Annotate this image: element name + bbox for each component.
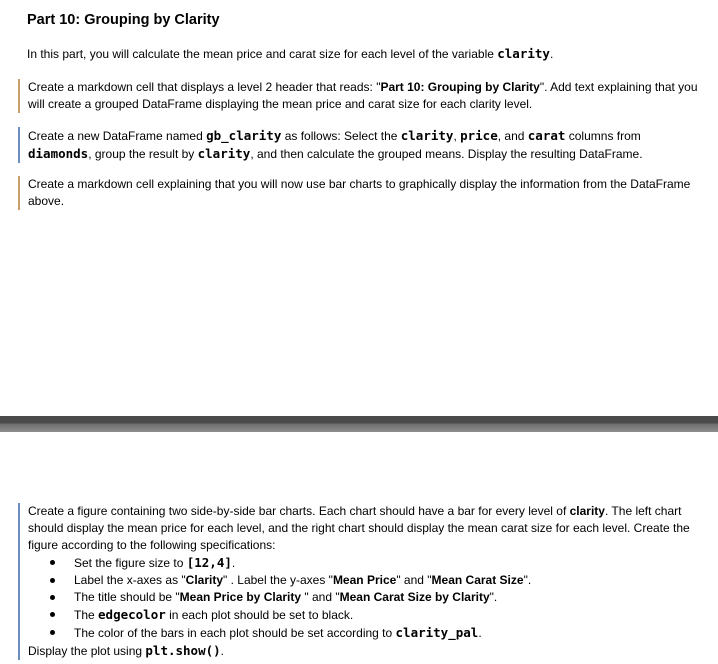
- code-diamonds: diamonds: [28, 146, 89, 161]
- spec-labels-text-3: " and ": [396, 573, 432, 587]
- instruction-block-dataframe: [18, 127, 698, 163]
- intro-text: In this part, you will calculate the mean price and carat size for each level of the variable: [27, 47, 498, 61]
- intro-paragraph: [27, 45, 553, 63]
- block2-text-1: Create a new DataFrame named: [28, 129, 207, 143]
- code-clarity: clarity: [400, 128, 454, 143]
- spec-item-edgecolor: [28, 606, 718, 624]
- spec-list: [28, 554, 718, 642]
- spec-edge-text-2: in each plot should be set to black.: [165, 608, 354, 622]
- spec-item-titles: [28, 589, 718, 606]
- block4-footer: [28, 642, 718, 660]
- block2-text-6: , group the result by: [88, 147, 198, 161]
- block2-text-5: columns from: [565, 129, 641, 143]
- block2-text-2: as follows: Select the: [281, 129, 401, 143]
- intro-code-clarity: clarity: [497, 46, 550, 61]
- spec-edge-text-1: The: [74, 608, 99, 622]
- spec-labels-text-2: " . Label the y-axes ": [223, 573, 333, 587]
- spec-titles-text-3: ".: [489, 590, 498, 604]
- spec-labels-bold-mean-carat: Mean Carat Size: [431, 573, 524, 587]
- spec-item-axis-labels: [28, 572, 718, 589]
- spec-item-figsize: [28, 554, 718, 572]
- section-heading: Part 10: Grouping by Clarity: [27, 12, 220, 28]
- spec-titles-text-1: The title should be ": [74, 590, 180, 604]
- spec-color-text-1: The color of the bars in each plot should be set according to: [74, 626, 396, 640]
- spec-item-color: [28, 624, 718, 642]
- code-gb-clarity: gb_clarity: [206, 128, 282, 143]
- block1-text-2: ". Add text explaining that you will create a grouped DataFrame displaying the mean price and carat size for each clarity level.: [28, 80, 698, 111]
- block4-bold-clarity: clarity: [569, 504, 605, 518]
- intro-end: .: [549, 47, 554, 61]
- instruction-block-markdown-header: [18, 79, 698, 113]
- code-clarity-pal: clarity_pal: [395, 625, 479, 640]
- block1-text-1: Create a markdown cell that displays a level 2 header that reads: ": [28, 80, 381, 94]
- spec-titles-bold-carat: Mean Carat Size by Clarity: [339, 590, 490, 604]
- spec-labels-text-1: Label the x-axes as ": [74, 573, 186, 587]
- spec-figsize-text-1: Set the figure size to: [74, 556, 187, 570]
- code-clarity-groupby: clarity: [197, 146, 251, 161]
- spec-labels-text-4: ".: [523, 573, 532, 587]
- block1-bold-title: Part 10: Grouping by Clarity: [380, 80, 540, 94]
- instruction-block-figure: [18, 503, 718, 660]
- spec-color-text-2: .: [478, 626, 482, 640]
- code-plt-show: plt.show(): [145, 643, 221, 658]
- spec-titles-text-2: " and ": [304, 590, 340, 604]
- block2-text-4: , and: [497, 129, 528, 143]
- block4-text-2: . The left chart should display the mean price for each level, and the right chart should display the mean carat size for each level. Create the figure according to the following specifications:: [28, 504, 690, 552]
- block3-text: Create a markdown cell explaining that you will now use bar charts to graphically display the information from the DataFrame above.: [28, 177, 691, 208]
- block2-text-3: ,: [453, 129, 461, 143]
- section-divider: [0, 416, 718, 432]
- footer-text-1: Display the plot using: [28, 644, 146, 658]
- code-figsize: [12,4]: [186, 555, 232, 570]
- block2-text-7: , and then calculate the grouped means. Display the resulting DataFrame.: [250, 147, 643, 161]
- code-edgecolor: edgecolor: [98, 607, 166, 622]
- code-price: price: [460, 128, 498, 143]
- block4-paragraph: [28, 503, 718, 554]
- footer-text-2: .: [220, 644, 225, 658]
- block4-text-1: Create a figure containing two side-by-side bar charts. Each chart should have a bar for every level of: [28, 504, 570, 518]
- instruction-block-bar-chart-markdown: [18, 176, 698, 210]
- spec-figsize-text-2: .: [231, 556, 236, 570]
- code-carat: carat: [527, 128, 566, 143]
- spec-labels-bold-clarity: Clarity: [185, 573, 224, 587]
- spec-titles-bold-price: Mean Price by Clarity: [179, 590, 305, 604]
- spec-labels-bold-mean-price: Mean Price: [332, 573, 397, 587]
